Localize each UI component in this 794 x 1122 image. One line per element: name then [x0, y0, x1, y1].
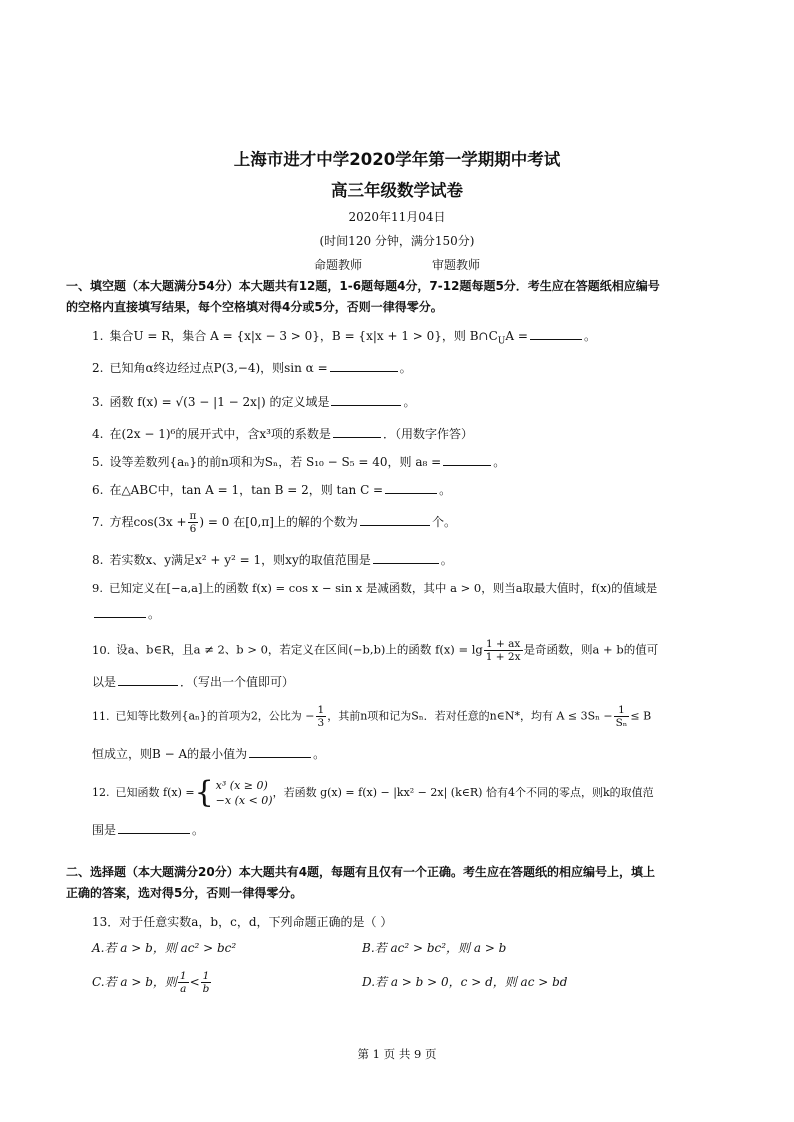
exam-subtitle: 高三年级数学试卷	[331, 181, 463, 200]
question-12: 12. 已知函数 f(x) ={ x³ (x ≥ 0) −x (x < 0) ，若函数 g(x) = f(x) − |kx² − 2x| (k∈R) 恰有4个不同的零点，则k的取值范	[92, 775, 654, 810]
answer-blank[interactable]	[385, 481, 437, 494]
question-8: 8. 若实数x、y满足x² + y² = 1，则xy的取值范围是 。	[92, 553, 453, 567]
section1-heading: 一、填空题（本大题满分54分）本大题共有12题，1-6题每题4分，7-12题每题5分．考生应在答题纸相应编号 的空格内直接填写结果，每个空格填对得4分或5分，否则一律得零分。	[66, 279, 660, 314]
piecewise: x³ (x ≥ 0) −x (x < 0)	[215, 779, 273, 807]
question-10-continued: 以是 ．（写出一个值即可）	[92, 675, 295, 689]
answer-blank[interactable]	[118, 673, 178, 686]
fraction: $\frac{\pi}{6}$	[189, 510, 197, 535]
question-10: 10. 设a、b∈R，且a ≠ 2、b > 0，若定义在区间(−b,b)上的函数 f(x) = lg $\frac{1 + ax}{1 + 2x}$ 是奇函数，则a + b的值可	[92, 638, 659, 663]
option-c[interactable]: C.若 a > b，则 $\frac{1}{a}$ < $\frac{1}{b}$	[92, 970, 210, 995]
question-2: 2. 已知角α终边经过点P(3,−4)，则sin α = 。	[92, 361, 412, 375]
page-footer: 第 1 页 共 9 页	[357, 1047, 437, 1061]
option-d[interactable]: D.若 a > b > 0，c > d，则 ac > bd	[362, 975, 568, 989]
exam-title: 上海市进才中学2020学年第一学期期中考试	[233, 150, 561, 169]
answer-blank[interactable]	[118, 821, 190, 834]
answer-blank[interactable]	[373, 551, 439, 564]
answer-blank[interactable]	[94, 605, 146, 618]
question-6: 6. 在△ABC中，tan A = 1，tan B = 2，则 tan C = 。	[92, 483, 452, 497]
exam-date: 2020年11月04日	[348, 210, 446, 224]
option-a[interactable]: A.若 a > b，则 ac² > bc²	[92, 941, 237, 955]
fraction: $\frac{1}{\text{Sₙ}}$	[615, 704, 628, 729]
teacher-label-setter: 命题教师	[313, 258, 362, 272]
fraction: $\frac{1}{3}$	[317, 704, 325, 729]
question-5: 5. 设等差数列{aₙ}的前n项和为Sₙ，若 S₁₀ − S₅ = 40，则 a₈ = 。	[92, 455, 506, 469]
question-12-continued: 围是 。	[92, 823, 205, 837]
question-4: 4. 在(2x − 1)⁶的展开式中，含x³项的系数是 ．（用数字作答）	[92, 427, 473, 441]
answer-blank[interactable]	[530, 327, 582, 340]
question-3: 3. 函数 f(x) = √(3 − |1 − 2x|) 的定义域是 。	[92, 395, 416, 409]
question-1: 1. 集合U = R，集合 A = {x|x − 3 > 0}，B = {x|x + 1 > 0}，则 $B\cap C_UA$ = 。	[92, 329, 596, 347]
answer-blank[interactable]	[333, 425, 381, 438]
section2-heading: 二、选择题（本大题满分20分）本大题共有4题，每题有且仅有一个正确。考生应在答题纸的相应编号上，填上 正确的答案，选对得5分，否则一律得零分。	[66, 865, 656, 900]
question-9-continued: 。	[92, 604, 160, 624]
answer-blank[interactable]	[443, 453, 491, 466]
question-7: 7. 方程cos(3x + $\frac{\pi}{6}$ ) = 0 在[0,π]上的解的个数为 个。	[92, 510, 456, 535]
answer-blank[interactable]	[249, 745, 311, 758]
answer-blank[interactable]	[330, 359, 398, 372]
question-9: 9. 已知定义在[−a,a]上的函数 f(x) = cos x − sin x 是减函数，其中 a > 0，则当a取最大值时，f(x)的值域是	[92, 581, 658, 595]
answer-blank[interactable]	[331, 393, 401, 406]
question-11: 11. 已知等比数列{aₙ}的首项为2，公比为 − $\frac{1}{3}$ ，其前n项和记为Sₙ．若对任意的n∈N*，均有 A ≤ 3Sₙ − $\frac{1}{\text{Sₙ}}$ ≤ B	[92, 704, 652, 729]
brace: {	[194, 775, 214, 810]
question-11-continued: 恒成立，则B − A的最小值为 。	[92, 747, 326, 761]
fraction: $\frac{1 + ax}{1 + 2x}$	[485, 638, 521, 663]
exam-time-info: (时间120 分钟，满分150分)	[319, 234, 475, 248]
fraction: $\frac{1}{a}$	[179, 970, 187, 995]
fraction: $\frac{1}{b}$	[202, 970, 210, 995]
question-13: 13．对于任意实数a，b，c，d，下列命题正确的是（ ）	[92, 915, 393, 929]
option-b[interactable]: B.若 ac² > bc²，则 a > b	[362, 941, 507, 955]
answer-blank[interactable]	[360, 513, 430, 526]
teacher-labels	[0, 256, 794, 273]
teacher-label-reviewer: 审题教师	[432, 258, 481, 272]
